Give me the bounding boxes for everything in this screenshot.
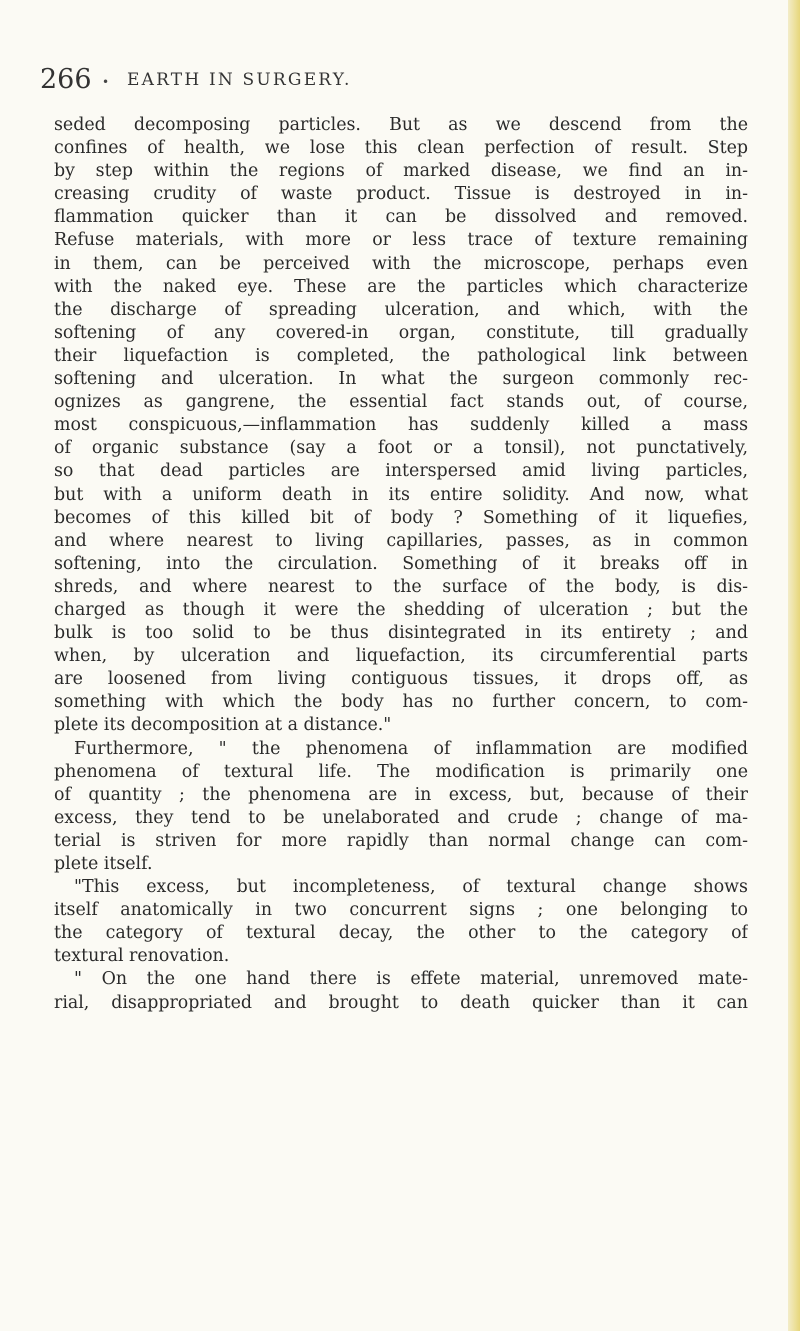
text-line: itself anatomically in two concurrent signs ; one belonging to: [54, 900, 748, 921]
text-line: by step within the regions of marked disease, we find an in-: [54, 161, 748, 182]
text-line: flammation quicker than it can be dissolved and removed.: [54, 207, 748, 228]
text-line: plete its decomposition at a distance.": [54, 715, 392, 736]
page-edge: [788, 0, 800, 1331]
text-line: and where nearest to living capillaries, passes, as in common: [54, 530, 748, 551]
text-line: softening, into the circulation. Something of it breaks off in: [54, 553, 748, 574]
head-separator: •: [102, 75, 110, 89]
text-line: shreds, and where nearest to the surface of the body, is dis-: [54, 576, 748, 597]
text-line: softening of any covered-in organ, constitute, till gradually: [54, 322, 748, 343]
text-line: are loosened from living contiguous tissues, it drops off, as: [54, 669, 748, 690]
text-line: plete itself.: [54, 854, 153, 874]
paragraph-start-line: "This excess, but incompleteness, of textural change shows: [74, 877, 748, 898]
text-line: terial is striven for more rapidly than normal change can com-: [54, 830, 748, 851]
text-line: phenomena of textural life. The modification is primarily one: [54, 761, 748, 782]
text-line: Refuse materials, with more or less trace of texture remaining: [54, 230, 748, 251]
text-line: most conspicuous,—inflammation has suddenly killed a mass: [54, 415, 748, 436]
text-line: creasing crudity of waste product. Tissue is destroyed in in-: [54, 184, 748, 205]
text-line: of quantity ; the phenomena are in excess, but, because of their: [54, 784, 748, 805]
paragraph-start-line: " On the one hand there is effete material, unremoved mate-: [74, 969, 748, 990]
text-line: in them, can be perceived with the microscope, perhaps even: [54, 253, 748, 274]
text-line: softening and ulceration. In what the surgeon commonly rec-: [54, 369, 748, 390]
text-line: charged as though it were the shedding of ulceration ; but the: [54, 599, 748, 620]
text-line: but with a uniform death in its entire solidity. And now, what: [54, 484, 748, 505]
text-line: the category of textural decay, the other to the category of: [54, 923, 748, 944]
running-title: EARTH IN SURGERY.: [127, 70, 352, 90]
text-line: seded decomposing particles. But as we descend from the: [54, 115, 748, 135]
text-line: when, by ulceration and liquefaction, its circumferential parts: [54, 646, 748, 667]
text-line: of organic substance (say a foot or a tonsil), not punctatively,: [54, 438, 748, 459]
running-head: [40, 64, 700, 104]
body-text: [54, 114, 748, 1015]
text-line: their liquefaction is completed, the pathological link between: [54, 345, 748, 366]
text-line: rial, disappropriated and brought to death quicker than it can: [54, 992, 748, 1013]
text-line: ognizes as gangrene, the essential fact stands out, of course,: [54, 392, 748, 413]
paragraph-start-line: Furthermore, " the phenomena of inflammation are modified: [74, 738, 748, 759]
text-line: so that dead particles are interspersed amid living particles,: [54, 461, 748, 482]
text-line: bulk is too solid to be thus disintegrated in its entirety ; and: [54, 623, 748, 644]
text-line: with the naked eye. These are the particles which characterize: [54, 276, 748, 297]
text-line: becomes of this killed bit of body ? Something of it liquefies,: [54, 507, 748, 528]
text-line: excess, they tend to be unelaborated and crude ; change of ma-: [54, 807, 748, 828]
text-line: confines of health, we lose this clean perfection of result. Step: [54, 138, 748, 159]
text-line: textural renovation.: [54, 946, 230, 967]
page-number: 266: [40, 64, 92, 95]
text-line: something with which the body has no further concern, to com-: [54, 692, 748, 713]
text-line: the discharge of spreading ulceration, and which, with the: [54, 299, 748, 320]
